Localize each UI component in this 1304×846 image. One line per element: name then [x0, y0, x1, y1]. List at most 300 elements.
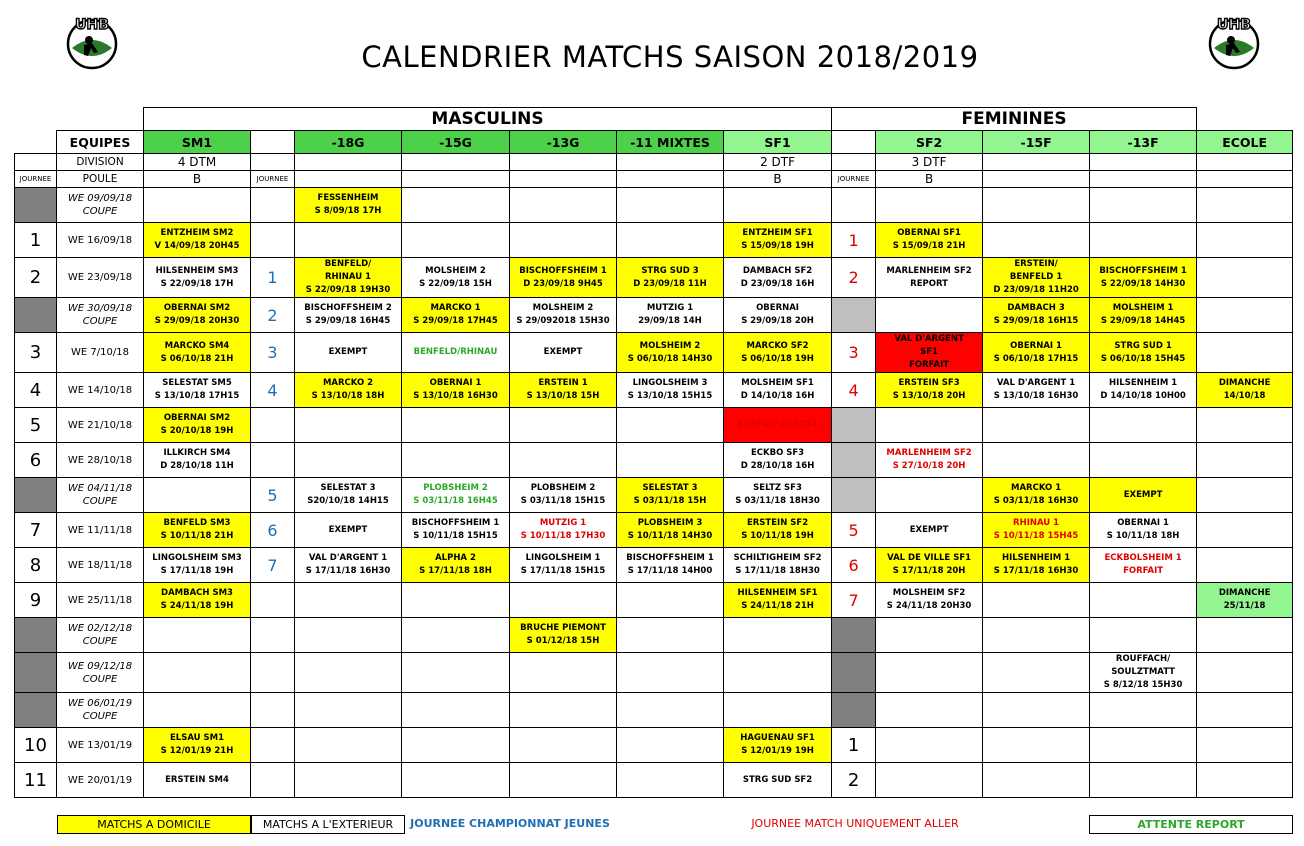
match-cell-u11 [617, 478, 724, 513]
match-line: D 28/10/18 16H [740, 461, 815, 471]
week-cell [57, 548, 144, 583]
match-cell-sm1 [144, 443, 251, 478]
match-line: S 29/092018 15H30 [516, 316, 610, 326]
match-line: DAMBACH 3 [1007, 303, 1065, 313]
match-line: 29/09/18 14H [638, 316, 702, 326]
match-cell-u18 [295, 408, 402, 443]
match-line: D 23/09/18 11H20 [993, 285, 1079, 295]
match-line: S 13/10/18 15H15 [627, 391, 713, 401]
match-line: S 06/10/18 15H45 [1100, 353, 1186, 364]
journee-label-2: JOURNEE [251, 171, 295, 188]
match-cell-u13 [510, 653, 617, 693]
match-cell-u15 [402, 763, 510, 798]
feminines-header: FEMININES [832, 108, 1197, 131]
team-sm1: SM1 [144, 131, 251, 154]
match-line: MARLENHEIM SF2 [886, 448, 972, 458]
youth-journee-number [251, 728, 295, 763]
match-line: S 13/10/18 20H [892, 391, 966, 401]
week-cell [57, 583, 144, 618]
match-line: MUTZIG 1 [646, 303, 694, 313]
match-cell-u15 [402, 618, 510, 653]
match-cell-u11 [617, 408, 724, 443]
match-cell-sf1 [724, 548, 832, 583]
match-line: STRG SUD SF2 [742, 774, 813, 785]
match-cell-u18 [295, 258, 402, 298]
legend-home: MATCHS A DOMICILE [57, 815, 251, 834]
week-date: WE 14/10/18 [67, 384, 133, 396]
match-line: S 22/09/18 15H [419, 278, 492, 289]
schedule-row [15, 583, 1293, 618]
journee-number: 1 [15, 223, 57, 258]
week-date: WE 21/10/18 [67, 419, 133, 431]
match-line: MARCKO 2 [322, 378, 374, 388]
match-line: ERSTEIN 1 [538, 378, 588, 388]
match-cell-u11 [617, 548, 724, 583]
match-line: LINGOLSHEIM SM3 [152, 553, 242, 563]
match-cell-u13 [510, 223, 617, 258]
match-line: MOLSHEIM 1 [1112, 303, 1174, 313]
team-u13f: -13F [1090, 131, 1197, 154]
match-line: DAMBACH SM3 [161, 588, 233, 598]
week-note: COUPE [82, 316, 118, 327]
match-line: SF1 [920, 347, 938, 357]
match-cell-sf2 [876, 693, 983, 728]
match-cell-sf1 [724, 763, 832, 798]
match-line: VAL D'ARGENT [894, 334, 964, 344]
match-line: SELESTAT 3 [642, 483, 698, 493]
youth-journee-number [251, 693, 295, 728]
match-line: VAL D'ARGENT 1 [308, 553, 388, 563]
match-line: FORFAIT ASPTT4 [737, 419, 818, 430]
match-line: MUTZIG 1 [539, 518, 587, 528]
journee-number: 5 [15, 408, 57, 443]
week-note: COUPE [82, 496, 118, 507]
match-line: ECKBO SF3 [750, 448, 805, 458]
match-cell-sm1 [144, 653, 251, 693]
fem-journee-number [832, 618, 876, 653]
match-line: FORFAIT [909, 360, 950, 370]
match-cell-u15 [402, 373, 510, 408]
match-cell-u13f [1090, 188, 1197, 223]
match-cell-u18 [295, 693, 402, 728]
week-cell [57, 443, 144, 478]
journee-number: 8 [15, 548, 57, 583]
match-line: S 03/11/18 15H15 [520, 496, 606, 506]
match-cell-sf1 [724, 693, 832, 728]
match-cell-u13f [1090, 223, 1197, 258]
match-line: MOLSHEIM 2 [532, 303, 594, 313]
poule-sf1: B [724, 171, 832, 188]
match-cell-u15 [402, 408, 510, 443]
match-cell-u13 [510, 298, 617, 333]
match-cell-u13f [1090, 513, 1197, 548]
match-cell-sf1 [724, 653, 832, 693]
match-line: S 12/01/19 21H [160, 746, 234, 756]
match-line: S 20/10/18 19H [160, 426, 234, 436]
schedule-row [15, 653, 1293, 693]
journee-number: 9 [15, 583, 57, 618]
match-line: DIMANCHE [1218, 588, 1271, 598]
match-cell-sf1 [724, 373, 832, 408]
match-cell-ec [1197, 728, 1293, 763]
match-line: ENTZHEIM SF1 [742, 228, 813, 238]
week-date: WE 11/11/18 [67, 524, 133, 536]
match-line: S 13/10/18 16H30 [413, 391, 498, 401]
match-line: SELESTAT SM5 [162, 378, 232, 388]
week-note: COUPE [82, 636, 118, 647]
match-line: MARLENHEIM SF2 [886, 265, 972, 276]
schedule-row [15, 298, 1293, 333]
match-line: S 03/11/18 16H45 [413, 496, 498, 506]
match-line: PLOBSHEIM 2 [530, 483, 596, 493]
schedule-row [15, 693, 1293, 728]
match-cell-u13f [1090, 653, 1197, 693]
match-line: 25/11/18 [1223, 601, 1266, 611]
youth-journee-number: 2 [251, 298, 295, 333]
week-date: WE 25/11/18 [67, 594, 133, 606]
match-line: 14/10/18 [1223, 391, 1266, 401]
match-line: S 17/11/18 14H00 [627, 566, 713, 576]
match-line: S 03/11/18 18H30 [735, 496, 820, 506]
match-cell-u13 [510, 513, 617, 548]
journee-number: 4 [15, 373, 57, 408]
match-cell-u15f [983, 298, 1090, 333]
match-line: S 29/09/18 16H45 [305, 316, 391, 326]
match-cell-u11 [617, 513, 724, 548]
team-u15g: -15G [402, 131, 510, 154]
match-line: BISCHOFFSHEIM 1 [1099, 265, 1187, 276]
match-line: S 27/10/18 20H [892, 461, 966, 471]
week-date: WE 16/09/18 [67, 234, 133, 246]
match-cell-ec [1197, 618, 1293, 653]
match-line: BISCHOFFSHEIM 1 [519, 265, 607, 276]
legend-aller: JOURNEE MATCH UNIQUEMENT ALLER [751, 817, 959, 830]
match-cell-u11 [617, 373, 724, 408]
fem-journee-number: 3 [832, 333, 876, 373]
match-cell-u15f [983, 513, 1090, 548]
match-cell-u18 [295, 763, 402, 798]
youth-journee-number: 4 [251, 373, 295, 408]
match-cell-ec [1197, 763, 1293, 798]
journee-number: 6 [15, 443, 57, 478]
match-line: OBERNAI SM2 [163, 413, 231, 423]
match-cell-u15 [402, 653, 510, 693]
match-cell-u15 [402, 728, 510, 763]
match-line: VAL D'ARGENT 1 [996, 378, 1076, 388]
match-line: ERSTEIN/ [1014, 259, 1058, 269]
week-date: WE 7/10/18 [71, 347, 129, 358]
week-date: WE 20/01/19 [67, 774, 133, 786]
match-cell-u11 [617, 763, 724, 798]
match-cell-sm1 [144, 583, 251, 618]
match-cell-sf1 [724, 408, 832, 443]
match-line: V 14/09/18 20H45 [154, 241, 240, 251]
match-cell-sf2 [876, 548, 983, 583]
match-cell-ec [1197, 548, 1293, 583]
week-cell [57, 373, 144, 408]
match-cell-ec [1197, 693, 1293, 728]
match-cell-u13f [1090, 763, 1197, 798]
journee-number [15, 298, 57, 333]
match-cell-u18 [295, 443, 402, 478]
match-line: S 22/09/18 19H30 [305, 285, 391, 295]
week-date: WE 06/01/19 [67, 698, 133, 709]
poule-label: POULE [57, 171, 144, 188]
match-cell-sf1 [724, 298, 832, 333]
match-line: D 23/09/18 11H [633, 278, 707, 289]
week-cell [57, 333, 144, 373]
schedule-row [15, 333, 1293, 373]
youth-journee-number [251, 188, 295, 223]
match-line: ALPHA 2 [435, 553, 476, 563]
match-cell-sm1 [144, 298, 251, 333]
fem-journee-number: 4 [832, 373, 876, 408]
match-line: S 10/11/18 19H [741, 531, 814, 541]
match-cell-u15 [402, 188, 510, 223]
week-date: WE 04/11/18 [67, 483, 133, 494]
match-line: ILLKIRCH SM4 [163, 448, 231, 458]
week-note: COUPE [82, 673, 118, 685]
match-line: S 17/11/18 18H [419, 566, 492, 576]
match-cell-u13f [1090, 373, 1197, 408]
match-cell-u13 [510, 548, 617, 583]
uhb-logo-left [62, 12, 122, 72]
match-cell-sf2 [876, 653, 983, 693]
youth-journee-number: 1 [251, 258, 295, 298]
match-cell-u13f [1090, 478, 1197, 513]
match-cell-sf2 [876, 258, 983, 298]
match-line: S 13/10/18 15H [526, 391, 600, 401]
match-line: D 14/10/18 16H [740, 391, 815, 401]
match-cell-u18 [295, 188, 402, 223]
match-cell-u18 [295, 548, 402, 583]
match-line: BENFELD/RHINAU [413, 347, 498, 357]
week-date: WE 13/01/19 [67, 739, 133, 751]
week-cell [57, 478, 144, 513]
match-cell-u11 [617, 223, 724, 258]
youth-journee-number [251, 223, 295, 258]
schedule-row [15, 728, 1293, 763]
match-cell-u11 [617, 258, 724, 298]
schedule-row [15, 618, 1293, 653]
match-cell-u13f [1090, 443, 1197, 478]
youth-journee-number [251, 443, 295, 478]
match-line: S 15/09/18 21H [892, 241, 966, 251]
fem-journee-number [832, 693, 876, 728]
match-line: D 23/09/18 16H [740, 278, 815, 289]
match-line: S 10/11/18 15H45 [993, 531, 1079, 541]
fem-journee-number: 1 [832, 223, 876, 258]
match-line: S 13/10/18 16H30 [993, 391, 1079, 401]
match-cell-u18 [295, 583, 402, 618]
match-cell-ec [1197, 188, 1293, 223]
match-line: S 03/11/18 15H [633, 496, 707, 506]
match-line: ECKBOLSHEIM 1 [1104, 553, 1182, 563]
week-cell [57, 298, 144, 333]
match-line: ERSTEIN SF2 [746, 518, 809, 528]
match-cell-u13 [510, 728, 617, 763]
match-cell-u18 [295, 618, 402, 653]
match-cell-u15 [402, 583, 510, 618]
match-line: EXEMPT [1123, 489, 1163, 500]
fem-journee-number [832, 188, 876, 223]
match-line: RHINAU 1 [1013, 518, 1060, 528]
match-cell-u13f [1090, 618, 1197, 653]
match-cell-u15f [983, 763, 1090, 798]
match-cell-u18 [295, 653, 402, 693]
match-line: LINGOLSHEIM 1 [525, 553, 601, 563]
match-line: ERSTEIN SM4 [165, 774, 229, 785]
match-cell-u15f [983, 188, 1090, 223]
match-line: OBERNAI 1 [1117, 518, 1169, 528]
match-cell-ec [1197, 408, 1293, 443]
match-cell-sm1 [144, 763, 251, 798]
fem-journee-number [832, 408, 876, 443]
match-cell-u13 [510, 693, 617, 728]
fem-journee-number [832, 653, 876, 693]
team-u11: -11 MIXTES [617, 131, 724, 154]
match-cell-ec [1197, 653, 1293, 693]
match-cell-u18 [295, 373, 402, 408]
schedule-row [15, 478, 1293, 513]
schedule-row [15, 548, 1293, 583]
match-line: D 28/10/18 11H [160, 461, 234, 471]
match-cell-u11 [617, 728, 724, 763]
journee-number: 2 [15, 258, 57, 298]
match-line: DIMANCHE [1218, 378, 1271, 388]
match-line: MARCKO 1 [1011, 483, 1062, 493]
match-cell-u15f [983, 653, 1090, 693]
youth-journee-number [251, 618, 295, 653]
match-cell-sm1 [144, 693, 251, 728]
week-date: WE 02/12/18 [67, 623, 133, 634]
match-cell-sm1 [144, 478, 251, 513]
legend-away: MATCHS A L'EXTERIEUR [251, 815, 405, 834]
page-title: CALENDRIER MATCHS SAISON 2018/2019 [361, 40, 979, 74]
match-cell-u11 [617, 443, 724, 478]
match-line: FORFAIT [1123, 566, 1164, 576]
division-sf1: 2 DTF [724, 154, 832, 171]
poule-sf2: B [876, 171, 983, 188]
match-line: HAGUENAU SF1 [740, 733, 815, 743]
match-cell-u13 [510, 478, 617, 513]
match-line: S 29/09/18 20H [741, 316, 814, 326]
match-line: S 12/01/19 19H [741, 746, 814, 756]
week-note: COUPE [82, 206, 118, 217]
match-cell-sf1 [724, 223, 832, 258]
match-cell-u15 [402, 478, 510, 513]
journee-number [15, 693, 57, 728]
schedule-row [15, 408, 1293, 443]
match-line: S 15/09/18 19H [741, 241, 814, 251]
fem-journee-number [832, 478, 876, 513]
match-line: MARCKO 1 [430, 303, 481, 313]
fem-journee-number: 2 [832, 258, 876, 298]
match-line: HILSENHEIM 1 [1001, 553, 1071, 563]
match-line: PLOBSHEIM 2 [423, 483, 488, 493]
journee-label-3: JOURNEE [832, 171, 876, 188]
fem-journee-number [832, 298, 876, 333]
fem-journee-number: 5 [832, 513, 876, 548]
match-line: S 01/12/18 15H [526, 636, 600, 646]
match-cell-u15 [402, 443, 510, 478]
match-cell-u15f [983, 373, 1090, 408]
match-line: BENFELD 1 [1009, 272, 1063, 282]
match-line: BISCHOFFSHEIM 1 [411, 518, 500, 528]
match-line: VAL DE VILLE SF1 [887, 553, 972, 563]
youth-journee-number [251, 583, 295, 618]
youth-journee-number: 3 [251, 333, 295, 373]
match-cell-sm1 [144, 188, 251, 223]
journee-number: 7 [15, 513, 57, 548]
match-line: S 10/11/18 17H30 [520, 531, 606, 541]
team-u15f: -15F [983, 131, 1090, 154]
match-cell-u13 [510, 258, 617, 298]
match-line: OBERNAI 1 [429, 378, 482, 388]
match-cell-u15f [983, 693, 1090, 728]
match-cell-sm1 [144, 513, 251, 548]
match-line: BENFELD SM3 [163, 518, 231, 528]
match-cell-u15f [983, 443, 1090, 478]
match-cell-sm1 [144, 258, 251, 298]
match-line: S 29/09/18 14H45 [1100, 316, 1186, 326]
equipes-label: EQUIPES [57, 131, 144, 154]
match-line: S 29/09/18 17H45 [413, 316, 498, 326]
match-line: S 22/09/18 14H30 [1100, 278, 1186, 289]
match-line: S 06/10/18 19H [741, 353, 814, 364]
match-line: HILSENHEIM SM3 [155, 265, 239, 276]
match-cell-ec [1197, 513, 1293, 548]
match-cell-u11 [617, 693, 724, 728]
match-line: SCHILTIGHEIM SF2 [733, 553, 822, 563]
week-cell [57, 188, 144, 223]
division-sm1: 4 DTM [144, 154, 251, 171]
match-cell-u15f [983, 223, 1090, 258]
match-cell-u15f [983, 408, 1090, 443]
match-cell-ec [1197, 333, 1293, 373]
match-cell-sf1 [724, 583, 832, 618]
match-line: MARCKO SM4 [164, 340, 230, 351]
week-date: WE 28/10/18 [67, 454, 133, 466]
match-cell-u13 [510, 408, 617, 443]
journee-number [15, 618, 57, 653]
match-cell-u15 [402, 548, 510, 583]
week-date: WE 09/09/18 [67, 193, 133, 204]
match-cell-u15f [983, 548, 1090, 583]
match-cell-sf2 [876, 223, 983, 258]
match-cell-u13f [1090, 728, 1197, 763]
match-line: MARCKO SF2 [746, 340, 809, 351]
journee-number: 3 [15, 333, 57, 373]
match-cell-u15 [402, 513, 510, 548]
week-cell [57, 618, 144, 653]
division-label: DIVISION [57, 154, 144, 171]
match-line: S 06/10/18 21H [160, 353, 234, 364]
match-line: ROUFFACH/ [1115, 654, 1171, 664]
match-line: S 29/09/18 16H15 [993, 316, 1079, 326]
match-cell-sf1 [724, 728, 832, 763]
match-line: S 06/10/18 17H15 [993, 353, 1079, 364]
youth-journee-number: 6 [251, 513, 295, 548]
match-cell-sf2 [876, 298, 983, 333]
week-note: COUPE [82, 711, 118, 722]
match-line: BRUCHE PIEMONT [520, 623, 606, 633]
schedule-row [15, 188, 1293, 223]
match-line: BISCHOFFSHEIM 2 [304, 303, 392, 313]
journee-number: 10 [15, 728, 57, 763]
schedule-row [15, 443, 1293, 478]
match-cell-u13 [510, 373, 617, 408]
